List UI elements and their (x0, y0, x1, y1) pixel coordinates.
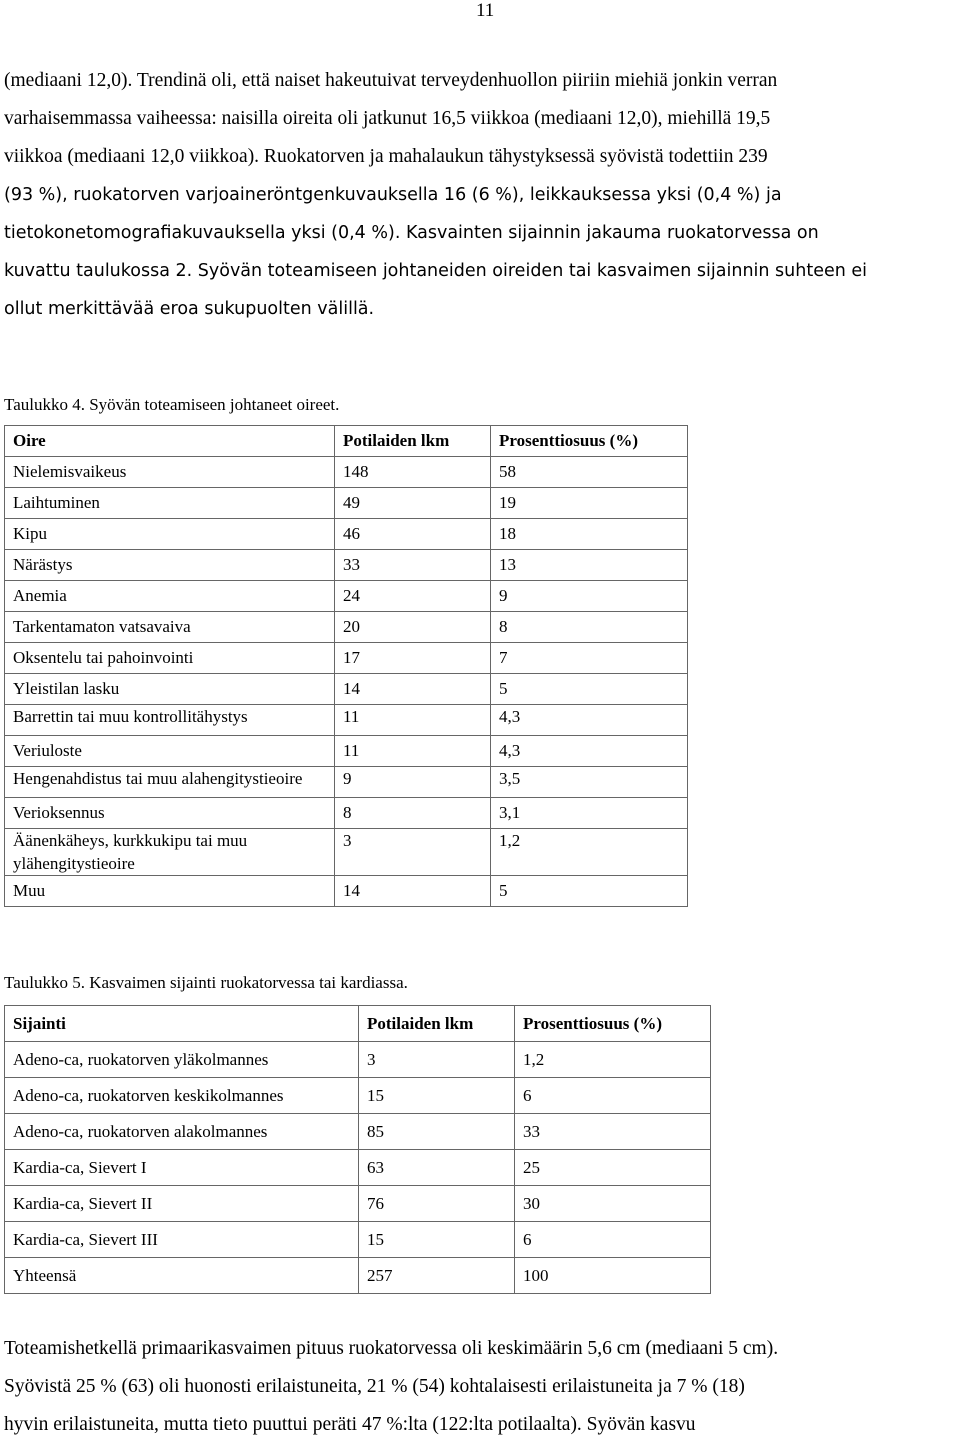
table-row (5, 829, 688, 876)
table5-caption: Taulukko 5. Kasvaimen sijainti ruokatorvessa tai kardiassa. (4, 973, 408, 992)
header-cell: Sijainti (5, 1006, 359, 1042)
header-cell: Prosenttiosuus (%) (515, 1006, 711, 1042)
table-row (5, 1222, 711, 1258)
table-cell: 9 (491, 581, 688, 612)
table-cell: Kardia-ca, Sievert II (5, 1186, 359, 1222)
table-row (5, 1258, 711, 1294)
text-line: Toteamishetkellä primaarikasvaimen pituus ruokatorvessa oli keskimäärin 5,6 cm (mediaani 5 cm). (4, 1338, 779, 1359)
table-cell: Tarkentamaton vatsavaiva (5, 612, 335, 643)
text-line: ollut merkittävää eroa sukupuolten välillä. (4, 299, 375, 319)
table-cell: 14 (335, 876, 491, 907)
closing-paragraph (4, 1330, 960, 1444)
table-row (5, 705, 688, 736)
table-row (5, 612, 688, 643)
table-cell: 49 (335, 488, 491, 519)
table-row (5, 519, 688, 550)
table-cell: Äänenkäheys, kurkkukipu tai muu ylähengitystieoire (5, 829, 335, 876)
table-row (5, 457, 688, 488)
header-cell: Potilaiden lkm (335, 426, 491, 457)
text-line: varhaisemmassa vaiheessa: naisilla oireita oli jatkunut 16,5 viikkoa (mediaani 12,0), miehillä 19,5 (4, 108, 771, 129)
table-cell: 17 (335, 643, 491, 674)
table-row (5, 876, 688, 907)
table-cell: Oksentelu tai pahoinvointi (5, 643, 335, 674)
table-cell: 63 (359, 1150, 515, 1186)
page-number: 11 (476, 0, 495, 21)
table-cell: 33 (335, 550, 491, 581)
table-header-row (5, 426, 688, 457)
text-line: (mediaani 12,0). Trendinä oli, että naiset hakeutuivat terveydenhuollon piiriin miehiä jonkin verran (4, 70, 778, 91)
text-line: kuvattu taulukossa 2. Syövän toteamiseen johtaneiden oireiden tai kasvaimen sijainnin suhteen ei (4, 261, 868, 281)
table-cell: 11 (335, 705, 491, 736)
table-cell: Verioksennus (5, 798, 335, 829)
text-line: hyvin erilaistuneita, mutta tieto puuttui peräti 47 %:lta (122:lta potilaalta). Syövän kasvu (4, 1414, 696, 1435)
table-row (5, 1114, 711, 1150)
text-line: viikkoa (mediaani 12,0 viikkoa). Ruokatorven ja mahalaukun tähystyksessä syövistä todettiin 239 (4, 146, 768, 167)
table-cell: Yleistilan lasku (5, 674, 335, 705)
table5-location (4, 1005, 711, 1294)
table-cell: Adeno-ca, ruokatorven keskikolmannes (5, 1078, 359, 1114)
table-cell: Kipu (5, 519, 335, 550)
table-cell: 7 (491, 643, 688, 674)
table-cell: 46 (335, 519, 491, 550)
table4-caption: Taulukko 4. Syövän toteamiseen johtaneet oireet. (4, 395, 340, 414)
header-cell: Potilaiden lkm (359, 1006, 515, 1042)
table-cell: 257 (359, 1258, 515, 1294)
table-row (5, 550, 688, 581)
table-cell: 3,5 (491, 767, 688, 798)
table-cell: 5 (491, 876, 688, 907)
table-cell: 33 (515, 1114, 711, 1150)
table-cell: 11 (335, 736, 491, 767)
table-cell: 4,3 (491, 705, 688, 736)
table-row (5, 736, 688, 767)
table-cell: Anemia (5, 581, 335, 612)
table-cell: 13 (491, 550, 688, 581)
table-row (5, 1042, 711, 1078)
table-cell: Adeno-ca, ruokatorven alakolmannes (5, 1114, 359, 1150)
table-cell: Adeno-ca, ruokatorven yläkolmannes (5, 1042, 359, 1078)
table-row (5, 643, 688, 674)
table-cell: 100 (515, 1258, 711, 1294)
table-cell: Laihtuminen (5, 488, 335, 519)
table-cell: 9 (335, 767, 491, 798)
table4-body (5, 457, 688, 907)
table-cell: Nielemisvaikeus (5, 457, 335, 488)
table-cell: 25 (515, 1150, 711, 1186)
table-cell: Kardia-ca, Sievert III (5, 1222, 359, 1258)
table-row (5, 798, 688, 829)
table-row (5, 1186, 711, 1222)
table-cell: 14 (335, 674, 491, 705)
table-cell: Närästys (5, 550, 335, 581)
table-cell: 76 (359, 1186, 515, 1222)
table-cell: Muu (5, 876, 335, 907)
table-cell: 3 (359, 1042, 515, 1078)
table-cell: 15 (359, 1222, 515, 1258)
table-row (5, 1078, 711, 1114)
table-cell: 15 (359, 1078, 515, 1114)
table-cell: 8 (335, 798, 491, 829)
table-cell: Kardia-ca, Sievert I (5, 1150, 359, 1186)
table-cell: Veriuloste (5, 736, 335, 767)
table-cell: 85 (359, 1114, 515, 1150)
table-cell: 1,2 (515, 1042, 711, 1078)
table-row (5, 674, 688, 705)
table5-body (5, 1042, 711, 1294)
table-cell: 6 (515, 1222, 711, 1258)
header-cell: Oire (5, 426, 335, 457)
table-cell: 58 (491, 457, 688, 488)
table-cell: 3 (335, 829, 491, 876)
table-cell: 1,2 (491, 829, 688, 876)
table-cell: Yhteensä (5, 1258, 359, 1294)
table-cell: Hengenahdistus tai muu alahengitystieoire (5, 767, 335, 798)
table-row (5, 1150, 711, 1186)
intro-paragraph (4, 62, 960, 328)
table-cell: 5 (491, 674, 688, 705)
table4-symptoms (4, 425, 688, 907)
table-cell: 19 (491, 488, 688, 519)
table-cell: 24 (335, 581, 491, 612)
table-cell: 4,3 (491, 736, 688, 767)
table-cell: 30 (515, 1186, 711, 1222)
table-row (5, 581, 688, 612)
header-cell: Prosenttiosuus (%) (491, 426, 688, 457)
table-cell: 20 (335, 612, 491, 643)
table-cell: 148 (335, 457, 491, 488)
table-cell: 3,1 (491, 798, 688, 829)
table-cell: 8 (491, 612, 688, 643)
table-cell: Barrettin tai muu kontrollitähystys (5, 705, 335, 736)
table-row (5, 767, 688, 798)
text-line: Syövistä 25 % (63) oli huonosti erilaistuneita, 21 % (54) kohtalaisesti erilaistuneita ja 7 % (18) (4, 1376, 745, 1397)
table-header-row (5, 1006, 711, 1042)
text-line: tietokonetomografiakuvauksella yksi (0,4 %). Kasvainten sijainnin jakauma ruokatorvessa on (4, 223, 819, 243)
table-row (5, 488, 688, 519)
table-cell: 18 (491, 519, 688, 550)
text-line: (93 %), ruokatorven varjoaineröntgenkuvauksella 16 (6 %), leikkauksessa yksi (0,4 %) ja (4, 185, 782, 205)
table-cell: 6 (515, 1078, 711, 1114)
